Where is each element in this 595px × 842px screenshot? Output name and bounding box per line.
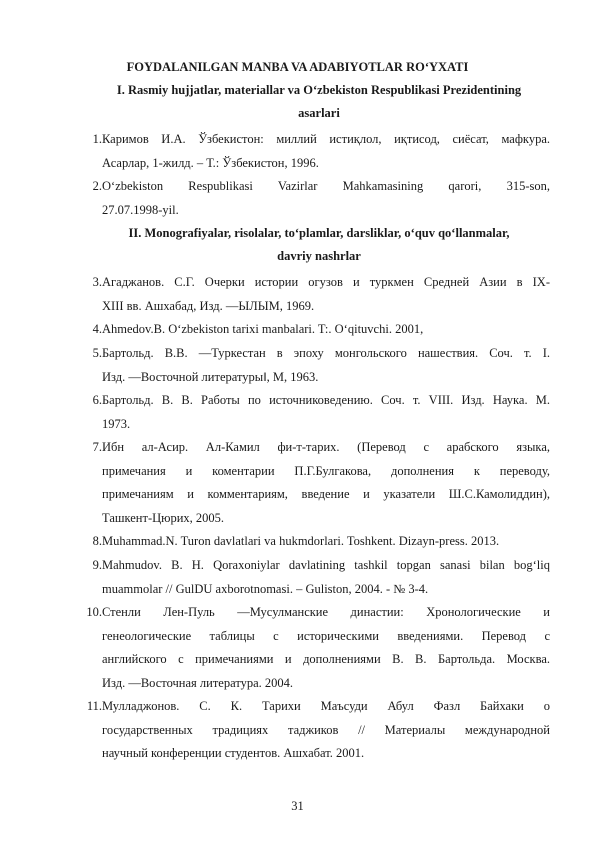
reference-text	[102, 318, 550, 342]
reference-line: Изд. ―Восточной литературы‖, М, 1963.	[102, 369, 319, 384]
reference-line: государственных традициях таджиков // Материалы международной	[102, 722, 550, 737]
reference-text	[102, 175, 550, 222]
reference-number: 10.	[86, 605, 102, 619]
reference-text	[102, 389, 550, 436]
section-2-heading-line2: davriy nashrlar	[277, 249, 361, 263]
reference-text	[102, 695, 550, 766]
section-1-heading-line2: asarlari	[298, 106, 340, 120]
reference-number: 11.	[86, 699, 102, 713]
reference-line: Ибн ал-Асир. Ал-Камил фи-т-тарих. (Перевод с арабского языка,	[102, 440, 550, 454]
reference-line: Бартольд. В.В. ―Туркестан в эпоху монгольского нашествия. Соч. т. I.	[102, 346, 550, 360]
reference-text	[102, 128, 550, 175]
page-number: 31	[291, 799, 304, 813]
reference-text	[102, 601, 550, 695]
reference-line: 1973.	[102, 416, 131, 431]
reference-line: O‘zbekiston Respublikasi Vazirlar Mahkamasining qarori, 315-son,	[102, 179, 550, 193]
reference-line: Бартольд. В. В. Работы по источниковедению. Соч. т. VIII. Изд. Наука. М.	[102, 393, 550, 407]
reference-line: Асарлар, 1-жилд. – Т.: Ўзбекистон, 1996.	[102, 155, 319, 170]
page-title: FOYDALANILGAN MANBA VA ADABIYOTLAR RO‘YXATI	[126, 60, 469, 74]
reference-line: генеологические таблицы с историческими введениями. Перевод с	[102, 628, 550, 643]
reference-line: 27.07.1998-yil.	[102, 202, 179, 217]
reference-number: 4.	[92, 322, 102, 336]
reference-line: примечаниям и комментариям, введение и указатели Ш.С.Камолиддин),	[102, 487, 550, 502]
reference-text	[102, 436, 550, 530]
reference-line: Изд. ―Восточная литература. 2004.	[102, 675, 294, 690]
reference-line: примечания и коментарии П.Г.Булгакова, дополнения к переводу,	[102, 463, 550, 478]
reference-line: muammolar // GulDU axborotnomasi. – Guliston, 2004. - № 3-4.	[102, 581, 429, 596]
reference-number: 2.	[92, 179, 102, 193]
reference-number: 5.	[92, 346, 102, 360]
reference-line: английского с примечаниями и дополнениями В. В. Бартольда. Москва.	[102, 652, 550, 667]
reference-line: Mahmudov. B. H. Qoraxoniylar davlatining tashkil topgan sanasi bilan bog‘liq	[102, 558, 550, 572]
reference-number: 9.	[92, 558, 102, 572]
reference-number: 3.	[92, 275, 102, 289]
section-1-heading	[88, 79, 550, 125]
section-2-heading-line1: II. Monografiyalar, risolalar, to‘plamlar, darsliklar, o‘quv qo‘llanmalar,	[128, 226, 510, 240]
reference-line: Мулладжонов. С. К. Тарихи Маъсуди Абул Фазл Байхаки о	[102, 699, 550, 713]
reference-text	[102, 271, 550, 318]
reference-number: 6.	[92, 393, 102, 407]
reference-line: Стенли Лен-Пуль ―Мусулманские династии: Хронологические и	[102, 605, 550, 619]
section-1-heading-line1: I. Rasmiy hujjatlar, materiallar va O‘zbekiston Respublikasi Prezidentining	[116, 83, 522, 97]
reference-text	[102, 554, 550, 601]
reference-number: 1.	[92, 132, 102, 146]
reference-text	[102, 530, 550, 554]
reference-number: 8.	[92, 534, 102, 548]
reference-number: 7.	[92, 440, 102, 454]
reference-line: Каримов И.А. Ўзбекистон: миллий истиқлол, иқтисод, сиёсат, мафкура.	[102, 132, 550, 146]
reference-line: Агаджанов. С.Г. Очерки истории огузов и туркмен Средней Азии в IX-	[102, 275, 550, 289]
reference-line: Ташкент-Цюрих, 2005.	[102, 510, 225, 525]
reference-line: научный конференции студентов. Ашхабат. 2001.	[102, 746, 365, 761]
reference-line: Muhammad.N. Turon davlatlari va hukmdorlari. Toshkent. Dizayn-press. 2013.	[102, 534, 500, 548]
reference-line: Ahmedov.B. O‘zbekiston tarixi manbalari. T:. O‘qituvchi. 2001,	[102, 322, 424, 336]
reference-line: XIII вв. Ашхабад, Изд. ―ЫЛЫМ, 1969.	[102, 298, 315, 313]
reference-text	[102, 342, 550, 389]
section-2-heading	[88, 222, 550, 268]
